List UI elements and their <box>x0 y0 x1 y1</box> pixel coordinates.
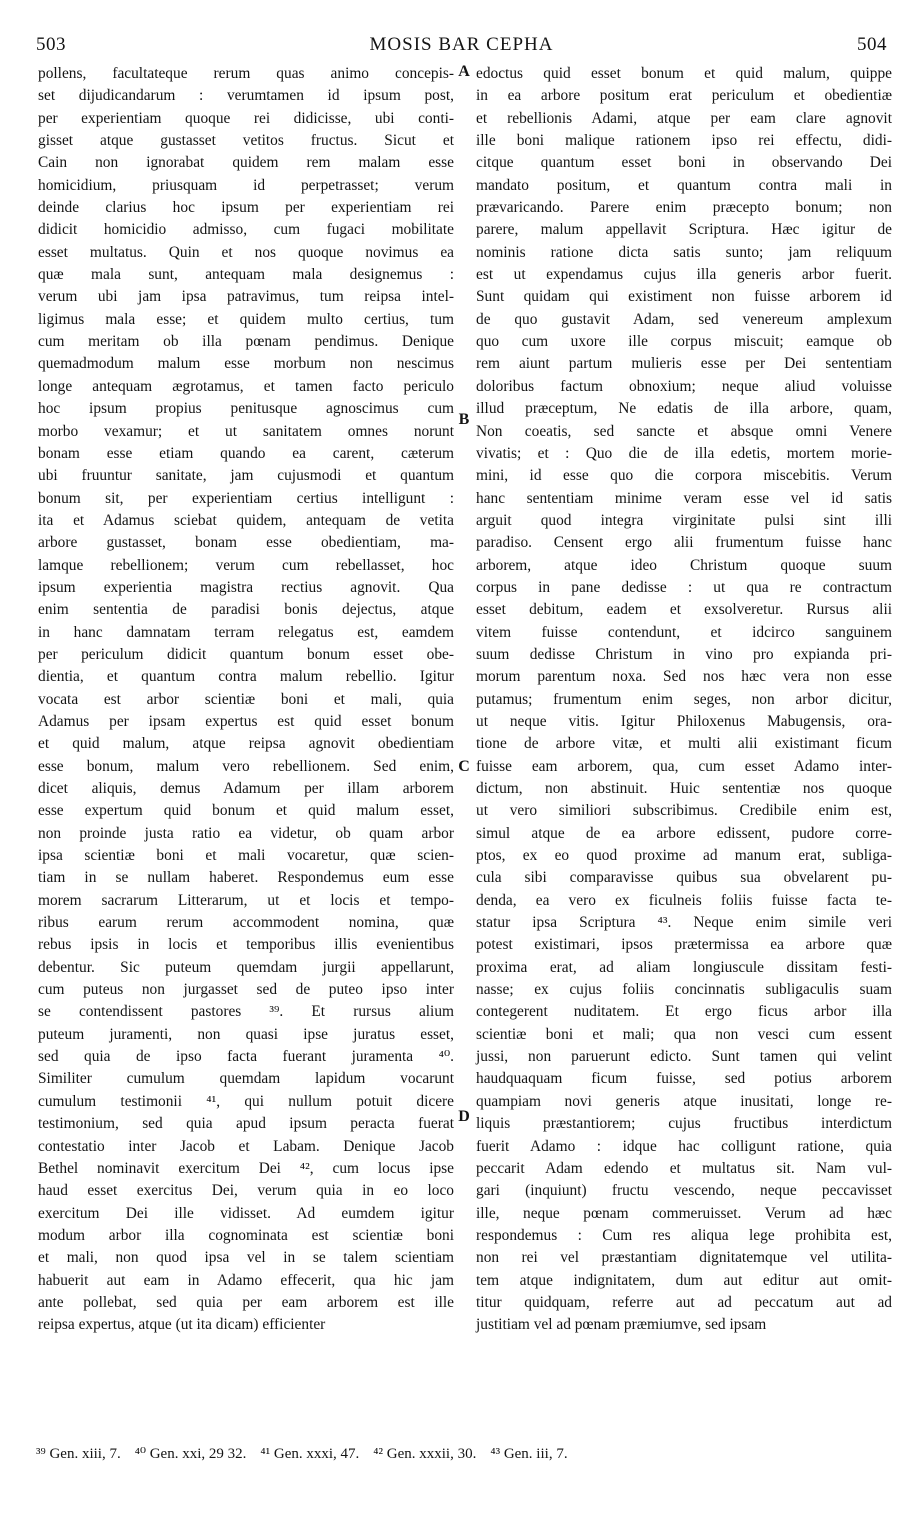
text-line: denda, ea vero ex ficulneis foliis fuisse facta te- <box>476 891 892 909</box>
text-line: tione de arbore vitæ, et multi alii existimant ficum <box>476 735 892 753</box>
text-line: testimonium, sed quia apud ipsum peracta fuerat <box>38 1115 454 1133</box>
text-line: doloribus factum obnoxium; neque aliud voluisse <box>476 377 892 395</box>
section-marker-a: A <box>458 63 470 80</box>
text-line: sed quia de ipso facta fuerant juramenta ⁴⁰. <box>38 1048 454 1066</box>
text-line: non proinde justa ratio ea videtur, ob quam arbor <box>38 824 454 842</box>
text-line: ipsa scientiæ boni et mali vocaretur, quæ scien- <box>38 847 454 865</box>
text-line: prævaricando. Parere enim præcepto bonum; non <box>476 199 892 217</box>
text-line: Non coeatis, sed sancte et absque omni Venere <box>476 422 892 440</box>
text-line: longe antequam ægrotamus, et tamen facto periculo <box>38 377 454 395</box>
text-line: scientiæ boni et mali; qua non vesci cum essent <box>476 1025 892 1043</box>
text-line: est ut expendamus cujus illa generis arbor fuerit. <box>476 266 892 284</box>
text-line: quo cum uxore ille corpus miscuit; eamque ob <box>476 333 892 351</box>
text-line: ptos, ex eo quod proxime ad manum erat, subliga- <box>476 847 892 865</box>
footnote: ⁴² Gen. xxxii, 30. <box>373 1446 477 1462</box>
text-line: vitem fuisse contendunt, et idcirco sanguinem <box>476 623 892 641</box>
text-line: gisset atque gustasset vetitos fructus. Sicut et <box>38 132 454 150</box>
text-line: homicidium, priusquam id perpetrasset; verum <box>38 176 454 194</box>
text-line: bonum sit, per experientiam certius intelligunt : <box>38 489 454 507</box>
text-line: nasse; ex cujus foliis concinnatis subligaculis suam <box>476 981 892 999</box>
text-line: ut neque vitis. Igitur Philoxenus Mabugensis, ora- <box>476 712 892 730</box>
text-line: Adamus per ipsam expertus est quid esset bonum <box>38 712 454 730</box>
text-line: ita et Adamus sciebat quidem, antequam de vetita <box>38 511 454 529</box>
text-line: contestatio inter Jacob et Labam. Denique Jacob <box>38 1137 454 1155</box>
text-line: ribus earum rerum accommodent nomina, quæ <box>38 914 454 932</box>
text-line: esse bonum, malum vero rebellionem. Sed enim, <box>38 757 454 775</box>
text-line: ille, neque pœnam commeruisset. Verum ad hæc <box>476 1204 892 1222</box>
text-line: puteum juramenti, non quasi ipse juratus esset, <box>38 1025 454 1043</box>
text-line: nominis ratione dicta satis sunto; jam reliquum <box>476 243 892 261</box>
footnotes <box>36 1444 887 1463</box>
text-line: cum meritam ob illa pœnam pendimus. Denique <box>38 333 454 351</box>
page-number-left: 503 <box>36 34 66 55</box>
text-line: verum ubi jam ipsa patravimus, tum reipsa intel- <box>38 288 454 306</box>
page-number-right: 504 <box>857 34 887 55</box>
footnote: ⁴³ Gen. iii, 7. <box>490 1446 568 1462</box>
text-line: de quo gustavit Adam, sed venereum amplexum <box>476 310 892 328</box>
footnote: ⁴¹ Gen. xxxi, 47. <box>260 1446 360 1462</box>
text-line: reipsa expertus, atque (ut ita dicam) efficienter <box>38 1316 326 1334</box>
text-line: titur quidquam, referre aut ad peccatum aut ad <box>476 1293 892 1311</box>
text-line: esse expertum quid bonum et quid malum esset, <box>38 802 454 820</box>
text-line: ipsum experientia magistra rectius agnovit. Qua <box>38 578 454 596</box>
text-line: haudquaquam ficum fuisse, sed potius arborem <box>476 1070 892 1088</box>
text-line: putamus; frumentum enim seges, non arbor dicitur, <box>476 690 892 708</box>
text-line: non rei vel præstantiam dignitatemque vel utilita- <box>476 1249 892 1267</box>
text-line: esset debitum, eadem et exsolveretur. Rursus alii <box>476 601 892 619</box>
text-line: per periculum didicit quantum bonum esset obe- <box>38 645 454 663</box>
text-line: respondemus : Cum res aliqua lege prohibita est, <box>476 1226 892 1244</box>
text-line: modum arbor illa cognominata est scientiæ boni <box>38 1226 454 1244</box>
text-line: corpus in pane dedisse : ut qua re contractum <box>476 578 892 596</box>
text-line: exercitum Dei ille vidisset. Ad eumdem igitur <box>38 1204 454 1222</box>
text-line: peccarit Adam edendo et multatus sit. Nam vul- <box>476 1159 892 1177</box>
text-line: et quid malum, atque reipsa agnovit obedientiam <box>38 735 454 753</box>
footnote: ³⁹ Gen. xiii, 7. <box>36 1446 121 1462</box>
page-header <box>36 34 887 62</box>
text-line: Bethel nominavit exercitum Dei ⁴², cum locus ipse <box>38 1159 454 1177</box>
text-line: suum dedisse Christum in vino pro expianda pri- <box>476 645 892 663</box>
footnote: ⁴⁰ Gen. xxi, 29 32. <box>134 1446 247 1462</box>
text-line: et rebellionis Adami, atque per eam clare agnovit <box>476 109 892 127</box>
text-line: jussi, non paruerunt edicto. Sunt tamen qui velint <box>476 1048 892 1066</box>
text-line: rebus ipsis in locis et temporibus illis evenientibus <box>38 936 454 954</box>
text-line: dictum, non abstinuit. Huic sententiæ nos quoque <box>476 780 892 797</box>
text-line: set dijudicandarum : verumtamen id ipsum post, <box>38 87 454 105</box>
text-line: bonam esse etiam quando ea carent, cæterum <box>38 444 454 462</box>
text-line: esset multatus. Quin et nos quoque novimus ea <box>38 243 454 261</box>
text-line: mini, id esse quo die corpora miscebitis. Verum <box>476 467 892 485</box>
text-line: in hanc damnatam terram relegatus est, eamdem <box>38 623 454 641</box>
text-line: pollens, facultateque rerum quas animo concepis- <box>38 65 454 82</box>
text-line: hoc ipsum propius penitusque agnoscimus cum <box>38 400 454 418</box>
text-line: arborem, atque ideo Christum quoque suum <box>476 556 892 574</box>
text-line: et mali, non quod ipsa vel in se talem scientiam <box>38 1249 454 1267</box>
text-line: edoctus quid esset bonum et quid malum, quippe <box>476 65 892 82</box>
text-line: parere, malum appellavit Scriptura. Hæc igitur de <box>476 221 892 239</box>
text-line: paradiso. Censent ergo alii frumentum fuisse hanc <box>476 534 892 552</box>
text-line: citque quantum esset boni in observando Dei <box>476 154 892 172</box>
text-line: statur ipsa Scriptura ⁴³. Neque enim simile veri <box>476 914 892 932</box>
text-line: contegerent nuditatem. Et ergo ficus arbor illa <box>476 1003 892 1021</box>
text-line: ante pollebat, sed quia per eam arborem est ille <box>38 1293 454 1311</box>
section-marker-d: D <box>458 1108 470 1125</box>
text-line: tiam in se nullam haberet. Respondemus eum esse <box>38 869 454 887</box>
text-line: gari (inquiunt) fructu vescendo, neque peccavisset <box>476 1182 892 1200</box>
text-line: fuisse eam arborem, qua, cum esset Adamo inter- <box>476 757 892 775</box>
text-line: rem aiunt partum mulieris esse per Dei sententiam <box>476 355 892 373</box>
text-line: arbore gustasset, bonam esse obedientiam, ma- <box>38 534 454 552</box>
text-line: morum parentum noxa. Sed nos hæc vera non esse <box>476 668 892 686</box>
left-column <box>38 63 454 1337</box>
text-line: justitiam vel ad pœnam præmiumve, sed ipsam <box>476 1316 767 1334</box>
text-line: vocata est arbor scientiæ boni et mali, quia <box>38 690 454 708</box>
text-line: arguit quod integra virginitate pulsi sint illi <box>476 511 892 529</box>
text-line: lamque rebellionem; verum cum rebellasset, hoc <box>38 556 454 574</box>
text-line: proxima erat, ad aliam longiuscule dissitam festi- <box>476 958 892 976</box>
text-line: enim sententia de paradisi bonis dejectus, atque <box>38 601 454 619</box>
text-line: haud esset exercitus Dei, verum quia in eo loco <box>38 1182 454 1200</box>
text-line: cumulum testimonii ⁴¹, qui nullum potuit dicere <box>38 1092 454 1110</box>
text-line: didicit homicidio admisso, cum fugaci mobilitate <box>38 221 454 239</box>
text-line: ubi fruuntur sanitate, jam cujusmodi et quantum <box>38 467 454 485</box>
text-line: liquis præstantiorem; cujus fructibus interdictum <box>476 1115 892 1133</box>
text-line: in ea arbore positum erat periculum et obedientiæ <box>476 87 892 105</box>
text-line: Sunt quidam qui existiment non fuisse arborem id <box>476 288 892 306</box>
text-line: hanc sententiam minime veram esse vel id satis <box>476 489 892 507</box>
text-line: cula sibi comparavisse quibus sua obvelarent pu- <box>476 869 892 887</box>
text-line: vivatis; et : Quo die de illa edetis, mortem morie- <box>476 444 892 462</box>
text-line: morem sacrarum Litterarum, ut et locis et tempo- <box>38 891 454 909</box>
text-line: simul atque de ea arbore edissent, pudore corre- <box>476 824 892 842</box>
text-line: fuerit Adamo : idque hac colligunt ratione, quia <box>476 1137 892 1155</box>
text-line: morbo vexamur; et ut sanitatem omnes norunt <box>38 422 454 440</box>
section-marker-c: C <box>458 758 470 775</box>
text-line: potest existimari, ipsos prætermissa ea arbore quæ <box>476 936 892 954</box>
text-line: ligimus mala esse; et quidem multo certius, tum <box>38 310 454 328</box>
text-line: se contendissent pastores ³⁹. Et rursus alium <box>38 1003 454 1021</box>
text-line: ille boni malique rationem ipso rei effectu, didi- <box>476 132 892 150</box>
text-line: cum puteus non jurgasset sed de puteo ipso inter <box>38 981 454 999</box>
text-line: quemadmodum malum esse morbum non nescimus <box>38 355 454 373</box>
text-line: debentur. Sic puteum quemdam jurgii appellarunt, <box>38 958 454 976</box>
text-line: illud præceptum, Ne edatis de illa arbore, quam, <box>476 400 892 418</box>
text-line: quæ mala sunt, antequam mala designemus : <box>38 266 454 284</box>
running-title: MOSIS BAR CEPHA <box>369 34 554 55</box>
text-line: dientia, et quantum contra malum rebellio. Igitur <box>38 668 454 686</box>
text-line: deinde clarius hoc ipsum per experientiam rei <box>38 199 454 217</box>
text-line: dicet aliquis, demus Adamum per illam arborem <box>38 780 454 797</box>
text-line: tem atque indignitatem, dum aut editur aut omit- <box>476 1271 892 1289</box>
text-line: Similiter cumulum quemdam lapidum vocarunt <box>38 1070 454 1088</box>
text-line: quampiam novi generis atque inusitati, longe re- <box>476 1092 892 1110</box>
text-line: ut vero similiori subscribimus. Credibile enim est, <box>476 802 892 820</box>
section-marker-b: B <box>458 411 470 428</box>
text-line: mandato positum, et quantum contra mali in <box>476 176 892 194</box>
right-column <box>476 63 892 1337</box>
text-line: per experientiam quoque rei didicisse, ubi conti- <box>38 109 454 127</box>
text-line: Cain non ignorabat quidem rem malam esse <box>38 154 454 172</box>
text-line: habuerit aut eam in Adamo effecerit, qua hic jam <box>38 1271 454 1289</box>
